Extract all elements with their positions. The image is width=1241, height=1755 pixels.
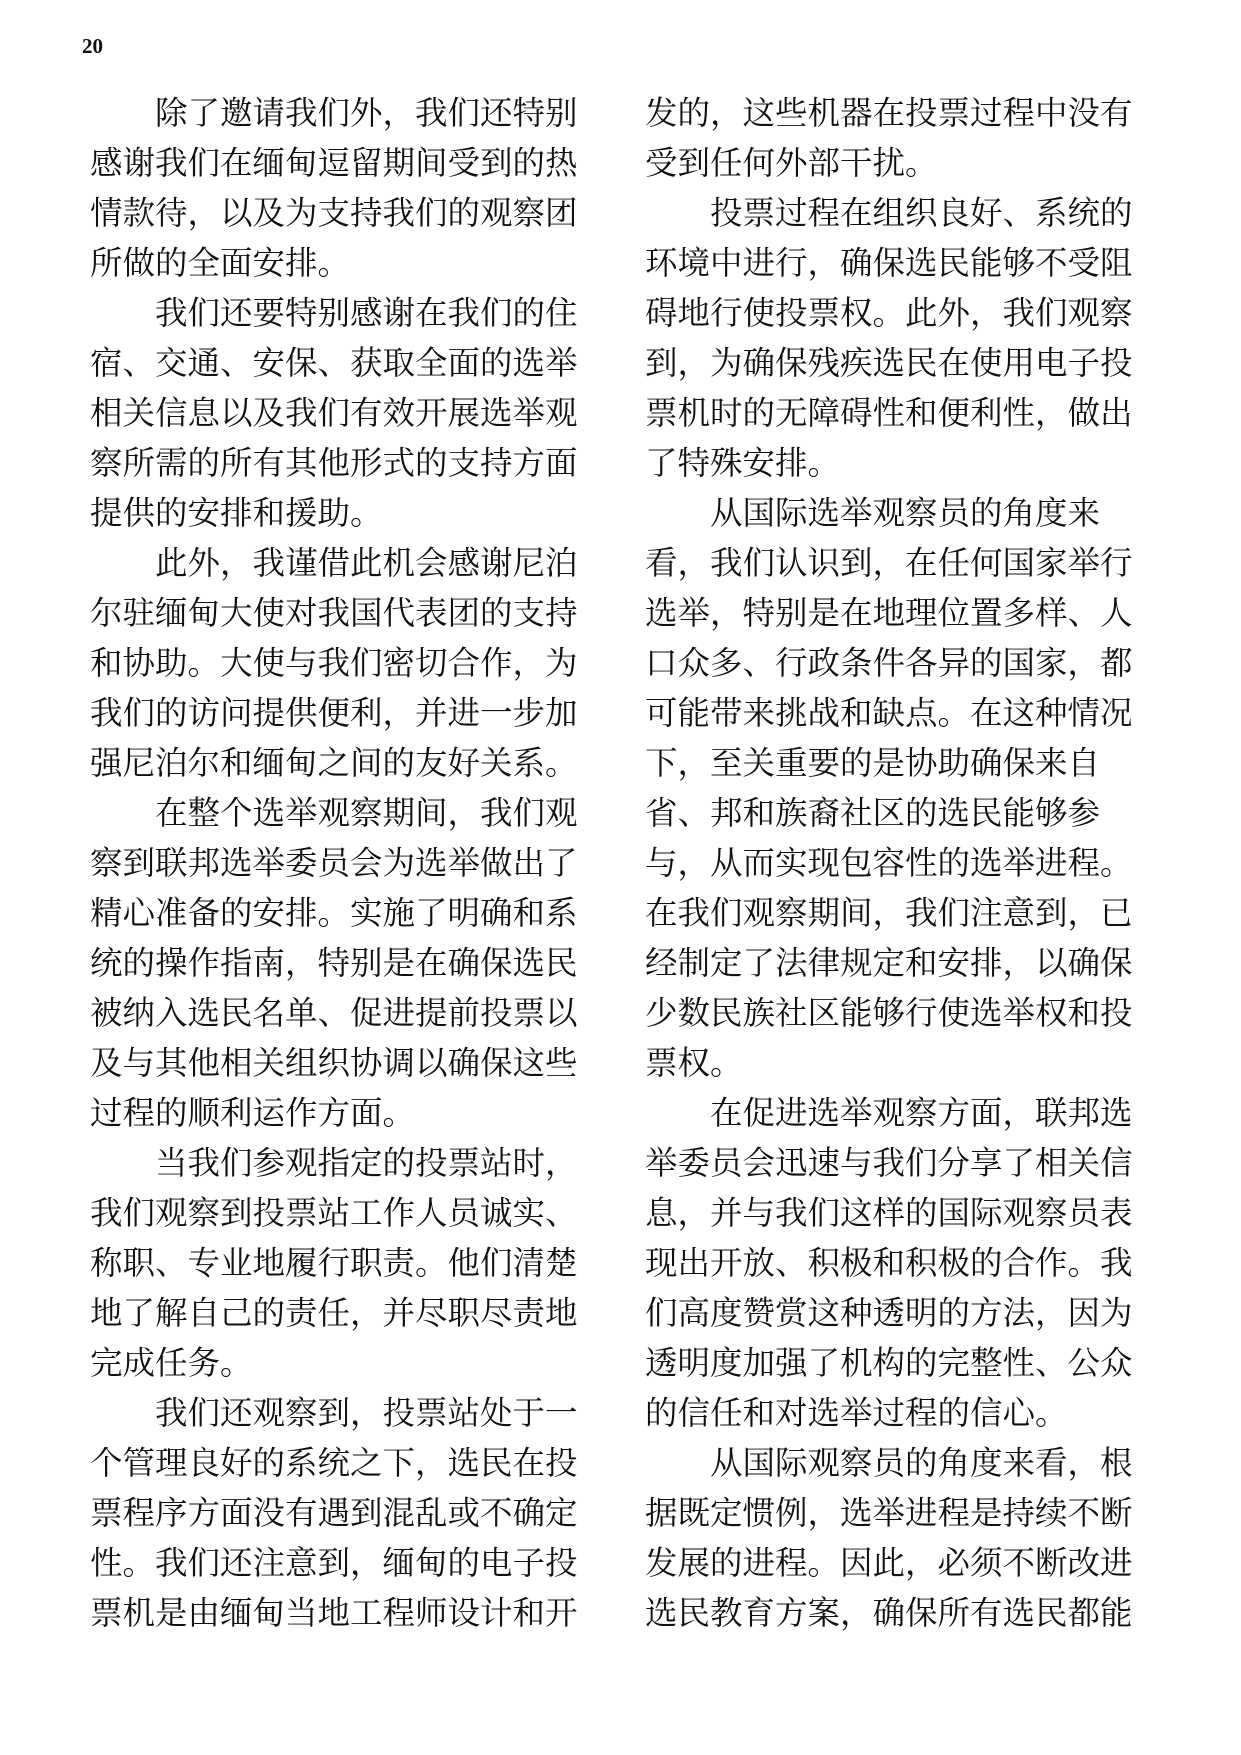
- text-line: 在我们观察期间，我们注意到，已: [645, 894, 1133, 932]
- text-line: 尔驻缅甸大使对我国代表团的支持: [90, 594, 578, 632]
- text-line: 在整个选举观察期间，我们观: [155, 794, 578, 832]
- text-line: 我们观察到投票站工作人员诚实、: [90, 1194, 578, 1232]
- text-line: 与，从而实现包容性的选举进程。: [645, 844, 1133, 882]
- text-line: 地了解自己的责任，并尽职尽责地: [90, 1294, 578, 1332]
- text-line: 投票过程在组织良好、系统的: [710, 194, 1133, 232]
- left-column: [90, 88, 602, 1638]
- text-line: 了特殊安排。: [645, 444, 841, 482]
- text-line: 情款待，以及为支持我们的观察团: [90, 194, 578, 232]
- text-line: 受到任何外部干扰。: [645, 144, 938, 182]
- text-line: 在促进选举观察方面，联邦选: [710, 1094, 1133, 1132]
- text-line: 强尼泊尔和缅甸之间的友好关系。: [90, 744, 578, 782]
- text-line: 经制定了法律规定和安排，以确保: [645, 944, 1133, 982]
- text-line: 提供的安排和援助。: [90, 494, 383, 532]
- text-line: 宿、交通、安保、获取全面的选举: [90, 344, 578, 382]
- text-line: 到，为确保残疾选民在使用电子投: [645, 344, 1133, 382]
- paragraph: [645, 488, 1157, 1088]
- text-line: 下，至关重要的是协助确保来自: [645, 744, 1101, 782]
- text-line: 省、邦和族裔社区的选民能够参: [645, 794, 1101, 832]
- text-line: 的信任和对选举过程的信心。: [645, 1394, 1068, 1432]
- text-line: 当我们参观指定的投票站时，: [155, 1144, 578, 1182]
- text-line: 感谢我们在缅甸逗留期间受到的热: [90, 144, 578, 182]
- text-line: 相关信息以及我们有效开展选举观: [90, 394, 578, 432]
- text-line: 我们还要特别感谢在我们的住: [155, 294, 578, 332]
- text-line: 个管理良好的系统之下，选民在投: [90, 1444, 578, 1482]
- text-line: 过程的顺利运作方面。: [90, 1094, 416, 1132]
- text-line: 所做的全面安排。: [90, 244, 351, 282]
- text-line: 环境中进行，确保选民能够不受阻: [645, 244, 1133, 282]
- text-line: 票机时的无障碍性和便利性，做出: [645, 394, 1133, 432]
- paragraph: [645, 88, 1157, 188]
- text-line: 票机是由缅甸当地工程师设计和开: [90, 1594, 578, 1632]
- text-line: 察到联邦选举委员会为选举做出了: [90, 844, 578, 882]
- paragraph: [645, 1088, 1157, 1438]
- paragraph: [90, 288, 602, 538]
- text-line: 及与其他相关组织协调以确保这些: [90, 1044, 578, 1082]
- text-line: 完成任务。: [90, 1344, 253, 1382]
- text-line: 碍地行使投票权。此外，我们观察: [645, 294, 1133, 332]
- paragraph: [90, 88, 602, 288]
- text-line: 从国际观察员的角度来看，根: [710, 1444, 1133, 1482]
- text-line: 口众多、行政条件各异的国家，都: [645, 644, 1133, 682]
- text-line: 们高度赞赏这种透明的方法，因为: [645, 1294, 1133, 1332]
- text-line: 透明度加强了机构的完整性、公众: [645, 1344, 1133, 1382]
- paragraph: [90, 1138, 602, 1388]
- text-line: 性。我们还注意到，缅甸的电子投: [90, 1544, 578, 1582]
- text-line: 精心准备的安排。实施了明确和系: [90, 894, 578, 932]
- paragraph: [90, 538, 602, 788]
- text-line: 我们的访问提供便利，并进一步加: [90, 694, 578, 732]
- text-line: 此外，我谨借此机会感谢尼泊: [155, 544, 578, 582]
- page-number: 20: [82, 34, 103, 58]
- text-line: 和协助。大使与我们密切合作，为: [90, 644, 578, 682]
- text-line: 举委员会迅速与我们分享了相关信: [645, 1144, 1133, 1182]
- text-line: 现出开放、积极和积极的合作。我: [645, 1244, 1133, 1282]
- text-line: 票程序方面没有遇到混乱或不确定: [90, 1494, 578, 1532]
- text-line: 除了邀请我们外，我们还特别: [155, 94, 578, 132]
- paragraph: [90, 788, 602, 1138]
- text-line: 称职、专业地履行职责。他们清楚: [90, 1244, 578, 1282]
- right-column: [645, 88, 1157, 1638]
- text-line: 选举，特别是在地理位置多样、人: [645, 594, 1133, 632]
- paragraph: [645, 188, 1157, 488]
- text-line: 发的，这些机器在投票过程中没有: [645, 94, 1133, 132]
- text-line: 被纳入选民名单、促进提前投票以: [90, 994, 578, 1032]
- text-line: 可能带来挑战和缺点。在这种情况: [645, 694, 1133, 732]
- text-line: 选民教育方案，确保所有选民都能: [645, 1594, 1133, 1632]
- text-line: 据既定惯例，选举进程是持续不断: [645, 1494, 1133, 1532]
- text-line: 发展的进程。因此，必须不断改进: [645, 1544, 1133, 1582]
- text-line: 息，并与我们这样的国际观察员表: [645, 1194, 1133, 1232]
- text-line: 票权。: [645, 1044, 743, 1082]
- text-line: 统的操作指南，特别是在确保选民: [90, 944, 578, 982]
- text-line: 看，我们认识到，在任何国家举行: [645, 544, 1133, 582]
- text-line: 察所需的所有其他形式的支持方面: [90, 444, 578, 482]
- paragraph: [90, 1388, 602, 1638]
- paragraph: [645, 1438, 1157, 1638]
- text-line: 少数民族社区能够行使选举权和投: [645, 994, 1133, 1032]
- text-line: 从国际选举观察员的角度来: [710, 494, 1101, 532]
- text-line: 我们还观察到，投票站处于一: [155, 1394, 578, 1432]
